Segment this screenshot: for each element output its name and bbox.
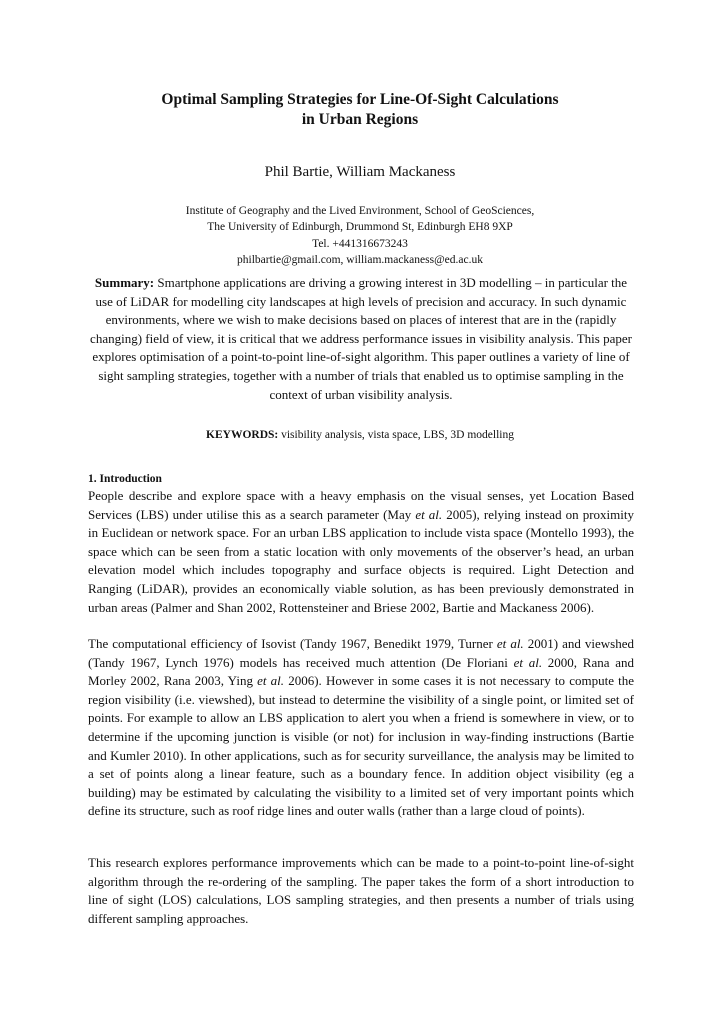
affiliation-phone: Tel. +441316673243: [312, 237, 408, 250]
summary-label: Summary:: [94, 275, 155, 290]
p2-text-c: 2000, Rana and Morley 2002, Rana 2003, Ying: [88, 654, 634, 689]
p1-etal: et al.: [415, 506, 443, 522]
affiliation-emails: philbartie@gmail.com, william.mackaness@ed.ac.uk: [237, 253, 483, 266]
keywords-text: visibility analysis, vista space, LBS, 3D modelling: [278, 429, 514, 441]
intro-paragraph-2: [88, 635, 634, 821]
title-line-1: Optimal Sampling Strategies for Line-Of-Sight Calculations: [161, 91, 559, 108]
paper-title: [80, 90, 640, 130]
affiliation-line-2: The University of Edinburgh, Drummond St, Edinburgh EH8 9XP: [207, 221, 513, 234]
p2-text-a: The computational efficiency of Isovist (Tandy 1967, Benedikt 1979, Turner: [88, 636, 497, 651]
p2-text-d: 2006). However in some cases it is not necessary to compute the region visibility (i.e. viewshed), but instead to determine the visibility of a single point, or limited set of points. For example to allow an LBS application to alert you when a friend is somewhere in view, or to determine if the upcoming junction is visible (or not) for inclusion in way-finding instructions (Bartie and Kumler 2010). In other applications, such as for security surveillance, the analysis may be limited to a set of points along a linear feature, such as a boundary fence. In addition object visibility (eg a building) may be estimated by calculating the visibility to a limited set of very important points which define its structure, such as roof ridge lines and outer walls (rather than a large cloud of points).: [88, 673, 635, 819]
paper-authors: Phil Bartie, William Mackaness: [264, 164, 456, 180]
keywords: [80, 427, 640, 443]
summary-abstract: [88, 274, 634, 404]
summary-text: Smartphone applications are driving a growing interest in 3D modelling – in particular the use of LiDAR for modelling city landscapes at high levels of precision and accuracy. In such dynamic environments, where we wish to make decisions based on places of interest that are in the (rapidly changing) field of view, it is critical that we address performance issues in visibility analysis. This paper explores optimisation of a point-to-point line-of-sight algorithm. This paper outlines a variety of line of sight sampling strategies, together with a number of trials that enabled us to optimise sampling in the context of urban visibility analysis.: [90, 275, 632, 402]
intro-paragraph-1: [88, 487, 634, 617]
p1-text-b: 2005), relying instead on proximity in Euclidean or network space. For an urban LBS application to include vista space (Montello 1993), the space which can be seen from a static location with only movements of the observer’s head, an urban elevation model which includes topography and surface objects is required. Light Detection and Ranging (LiDAR), provides an economically viable solution, as has been previously demonstrated in urban areas (Palmer and Shan 2002, Rottensteiner and Briese 2002, Bartie and Mackaness 2006).: [88, 506, 634, 615]
p2-text-b: 2001) and viewshed (Tandy 1967, Lynch 1976) models has received much attention (De Floriani: [88, 636, 634, 670]
p2-etal-1: et al.: [496, 636, 524, 651]
section-heading-introduction: 1. Introduction: [88, 473, 162, 485]
intro-paragraph-3: This research explores performance improvements which can be made to a point-to-point line-of-sight algorithm through the re-ordering of the sampling. The paper takes the form of a short introduction to line of sight (LOS) calculations, LOS sampling strategies, and then presents a number of trials using different sampling approaches.: [88, 855, 634, 926]
affiliation-line-1: Institute of Geography and the Lived Environment, School of GeoSciences,: [185, 205, 535, 217]
p2-etal-3: et al.: [257, 673, 285, 689]
affiliation-block: [80, 203, 640, 268]
p1-text-a: People describe and explore space with a heavy emphasis on the visual senses, yet Location Based Services (LBS) under utilise this as a search parameter (May: [88, 488, 634, 522]
p2-etal-2: et al.: [513, 654, 543, 670]
keywords-label: KEYWORDS:: [206, 429, 279, 441]
title-line-2: in Urban Regions: [301, 111, 419, 128]
